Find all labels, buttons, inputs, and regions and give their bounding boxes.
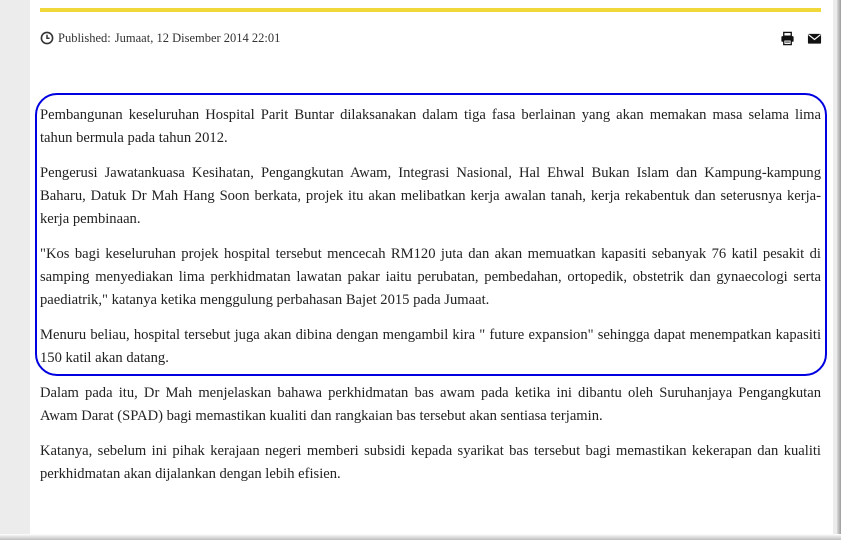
published-date: Jumaat, 12 Disember 2014 22:01 <box>114 30 281 45</box>
article-container <box>30 0 832 534</box>
paragraph-5: Dalam pada itu, Dr Mah menjelaskan bahawa perkhidmatan bas awam pada ketika ini dibantu oleh Suruhanjaya Pengangkutan Awam Darat (SPAD) bagi memastikan kualiti dan rangkaian bas tersebut akan sentiasa terjamin. <box>40 385 821 424</box>
paragraph-2: Pengerusi Jawatankuasa Kesihatan, Pengangkutan Awam, Integrasi Nasional, Hal Ehwal Bukan Islam dan Kampung-kampung Baharu, Datuk Dr Mah Hang Soon berkata, projek itu akan melibatkan kerja awalan tanah, kerja rekabentuk dan seterusnya kerja-kerja pembinaan. <box>40 165 821 227</box>
left-gutter <box>0 0 30 540</box>
clock-icon <box>40 31 54 45</box>
published-meta <box>40 29 280 47</box>
bottom-edge-shadow <box>0 534 841 540</box>
article-tools <box>780 31 822 46</box>
paragraph-4: Menuru beliau, hospital tersebut juga akan dibina dengan mengambil kira " future expansion" sehingga dapat menempatkan kapasiti 150 katil akan datang. <box>40 327 821 366</box>
published-label: Published: <box>58 30 111 45</box>
right-edge-shadow <box>837 0 841 540</box>
paragraph-3: "Kos bagi keseluruhan projek hospital tersebut mencecah RM120 juta dan akan memuatkan kapasiti sebanyak 76 katil pesakit di samping menyediakan lima perkhidmatan lawatan pakar iaitu perubatan, pembedahan, ortopedik, obstetrik dan gynaecologi serta paediatrik," katanya ketika menggulung perbahasan Bajet 2015 pada Jumaat. <box>40 246 821 308</box>
paragraph-1: Pembangunan keseluruhan Hospital Parit Buntar dilaksanakan dalam tiga fasa berlainan yang akan memakan masa selama lima tahun bermula pada tahun 2012. <box>40 107 821 146</box>
print-icon[interactable] <box>780 31 795 46</box>
paragraph-6: Katanya, sebelum ini pihak kerajaan negeri memberi subsidi kepada syarikat bas tersebut bagi memastikan kekerapan dan kualiti perkhidmatan akan dijalankan dengan lebih efisien. <box>40 443 821 482</box>
article-body <box>40 104 821 498</box>
envelope-icon[interactable] <box>807 31 822 46</box>
accent-rule <box>40 8 821 12</box>
